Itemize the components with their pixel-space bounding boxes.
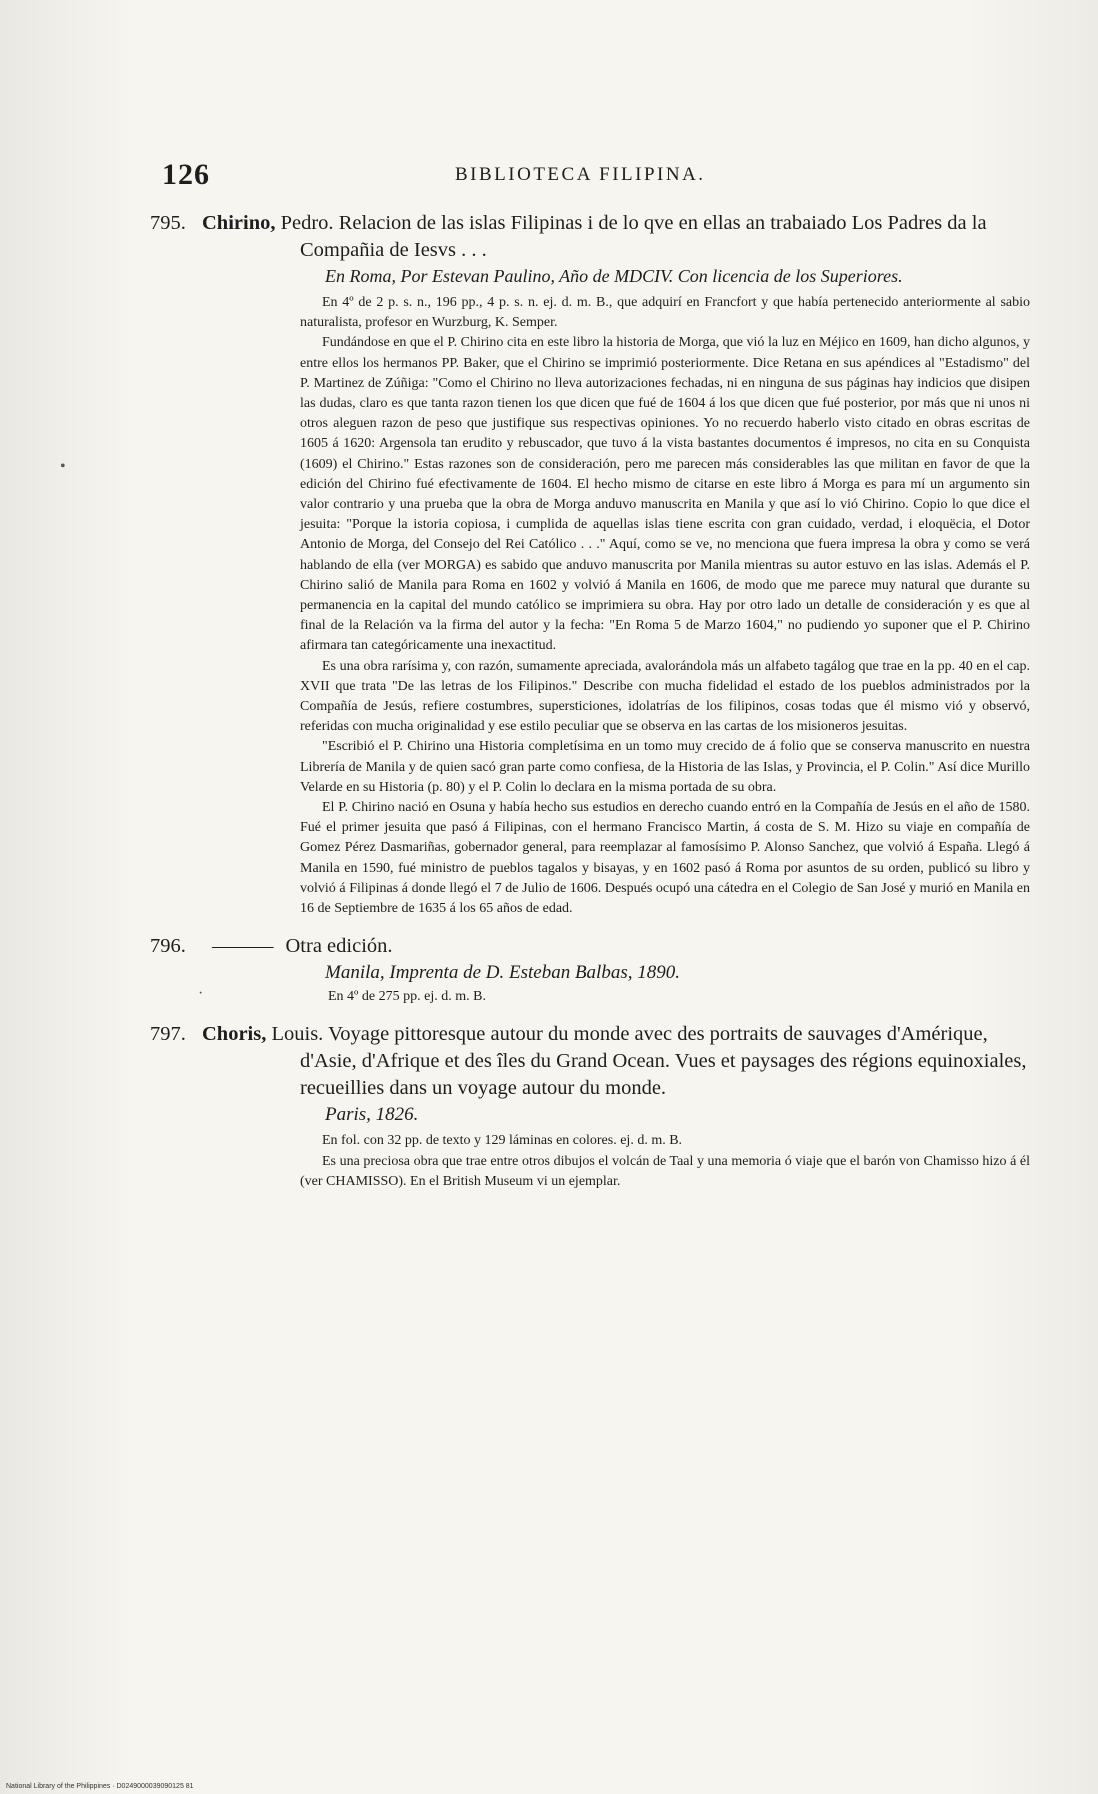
entry-author: Chirino,	[202, 212, 276, 234]
entry-author-rest: Pedro.	[275, 212, 334, 234]
entry-heading	[150, 210, 1030, 264]
entry-paragraph: Es una obra rarísima y, con razón, sumamente apreciada, avalorándola más un alfabeto tagálog que trae en la pp. 40 en el cap. XVII que trata "De las letras de los Filipinos." Describe con mucha fidelidad el estado de los pueblos administrados por la Compañía de Jesús, refiere costumbres, supersticiones, idolatrías de los filipinos, cosas todas que él mismo vió y observó, referidas con mucha originalidad y ese estilo peculiar que se observa en las cartas de los misioneros jesuitas.	[300, 658, 1030, 735]
entry-paragraph: Es una preciosa obra que trae entre otros dibujos el volcán de Taal y una memoria ó viaje que el barón von Chamisso hizo á él (ver CHAMISSO). En el British Museum vi un ejemplar.	[300, 1153, 1030, 1189]
entry-author-rest: Louis.	[266, 1023, 324, 1046]
entry-795	[150, 210, 1030, 919]
scan-footer: National Library of the Philippines · D0249000039090125 81	[6, 1783, 194, 1790]
entry-paragraph: En fol. con 32 pp. de texto y 129 láminas en colores. ej. d. m. B.	[322, 1133, 683, 1149]
page-number: 126	[162, 158, 210, 191]
entry-number: 795.	[150, 212, 186, 234]
entry-imprint: Manila, Imprenta de D. Esteban Balbas, 1890.	[325, 962, 680, 984]
entry-description: En 4º de 275 pp. ej. d. m. B.	[328, 989, 486, 1005]
entry-796	[150, 933, 1030, 1007]
entry-heading	[150, 933, 1030, 960]
entry-title: Voyage pittoresque autour du monde avec des portraits de sauvages d'Amérique, d'Asie, d'Afrique et des îles du Grand Ocean. Vues et paysages des régions equinoxiales, recueillies dans un voyage autour du monde.	[300, 1023, 1027, 1100]
margin-mark: ·	[198, 985, 204, 1002]
page-content	[150, 210, 1030, 1192]
entry-imprint: Paris, 1826.	[325, 1104, 419, 1126]
entry-author: Choris,	[202, 1023, 267, 1046]
entry-title: Relacion de las islas Filipinas i de lo qve en ellas an trabaiado Los Padres da la Compañia de Iesvs . . .	[300, 212, 987, 261]
entry-paragraph: "Escribió el P. Chirino una Historia completísima en un tomo muy crecido de á folio que se conserva manuscrito en nuestra Librería de Manila y de quien sacó gran parte como confiesa, de la Historia de las Islas, y Provincia, el P. Colin." Así dice Murillo Velarde en su Historia (p. 80) y el P. Colin lo declara en la misma portada de su obra.	[300, 739, 1030, 795]
page-header	[150, 158, 1030, 198]
entry-imprint: En Roma, Por Estevan Paulino, Año de MDCIV. Con licencia de los Superiores.	[325, 266, 903, 286]
entry-797	[150, 1021, 1030, 1192]
entry-number: 797.	[150, 1023, 186, 1046]
entry-number: 796.	[150, 935, 186, 958]
entry-dash: ———	[212, 935, 274, 958]
entry-paragraph: Fundándose en que el P. Chirino cita en este libro la historia de Morga, que vió la luz en Méjico en 1609, han dicho algunos, y entre ellos los hermanos PP. Baker, que el Chirino se imprimió posteriormente. Dice Retana en sus apéndices al "Estadismo" del P. Martinez de Zúñiga: "Como el Chirino no lleva autorizaciones fechadas, ni en ninguna de sus páginas hay indicios que disipen las dudas, claro es que tanta razon tienen los que dicen que fué de 1604 á los que dicen que fué posterior, por más que ni unos ni otros aleguen razon de peso que justifique sus respectivas opiniones. Yo no recuerdo haberlo visto citado en obras escritas de 1605 á 1620: Argensola tan erudito y rebuscador, que tuvo á la vista bastantes documentos é impresos, no cita en su Conquista (1609) el Chirino." Estas razones son de consideración, pero me parecen más considerables las que militan en favor de que la edición del Chirino fué efectivamente de 1604. El hecho mismo de citarse en este libro á Morga es para mí un argumento sin valor contrario y una prueba que la obra de Morga anduvo manuscrita en Manila y que así lo vió Chirino. Copio lo que dice el jesuita: "Porque la istoria copiosa, i cumplida de aquellas islas tiene escrita con gran cuidado, verdad, i eloquëcia, el Dotor Antonio de Morga, del Consejo del Rei Católico . . ." Aquí, como se ve, no menciona que fuera impresa la obra y como se verá hablando de ella (ver MORGA) es sabido que anduvo manuscrita por Manila mientras su autor estuvo en las islas. Además el P. Chirino salió de Manila para Roma en 1602 y volvió á Manila en 1606, de modo que me parece muy natural que durante su permanencia en la capital del mundo católico se imprimiera su obra. Hay por otro lado un detalle de consideración y es que al final de la Relación va la firma del autor y la fecha: "En Roma 5 de Marzo 1604," no pudiendo yo suponer que el P. Chirino afirmara tan categóricamente una inexactitud.	[300, 335, 1030, 654]
running-title: BIBLIOTECA FILIPINA.	[455, 164, 706, 185]
entry-title: Otra edición.	[285, 935, 393, 958]
entry-paragraph: En 4º de 2 p. s. n., 196 pp., 4 p. s. n. ej. d. m. B., que adquirí en Francfort y que había pertenecido anteriormente al sabio naturalista, profesor en Wurzburg, K. Semper.	[300, 295, 1030, 331]
margin-mark: •	[60, 458, 66, 475]
entry-heading	[150, 1021, 1030, 1102]
entry-paragraph: El P. Chirino nació en Osuna y había hecho sus estudios en derecho cuando entró en la Compañía de Jesús en el año de 1580. Fué el primer jesuita que pasó á Filipinas, con el hermano Francisco Martin, á costa de S. M. Hizo su viaje en compañía de Gomez Pérez Dasmariñas, gobernador general, para reemplazar al famosísimo P. Alonso Sanchez, que volvió á España. Llegó á Manila en 1590, fué ministro de pueblos tagalos y bisayas, y en 1602 pasó á Roma por asuntos de su orden, publicó su libro y volvió á Filipinas á donde llegó el 7 de Julio de 1606. Después ocupó una cátedra en el Colegio de San José y murió en Manila en 16 de Septiembre de 1635 á los 65 años de edad.	[300, 800, 1030, 917]
